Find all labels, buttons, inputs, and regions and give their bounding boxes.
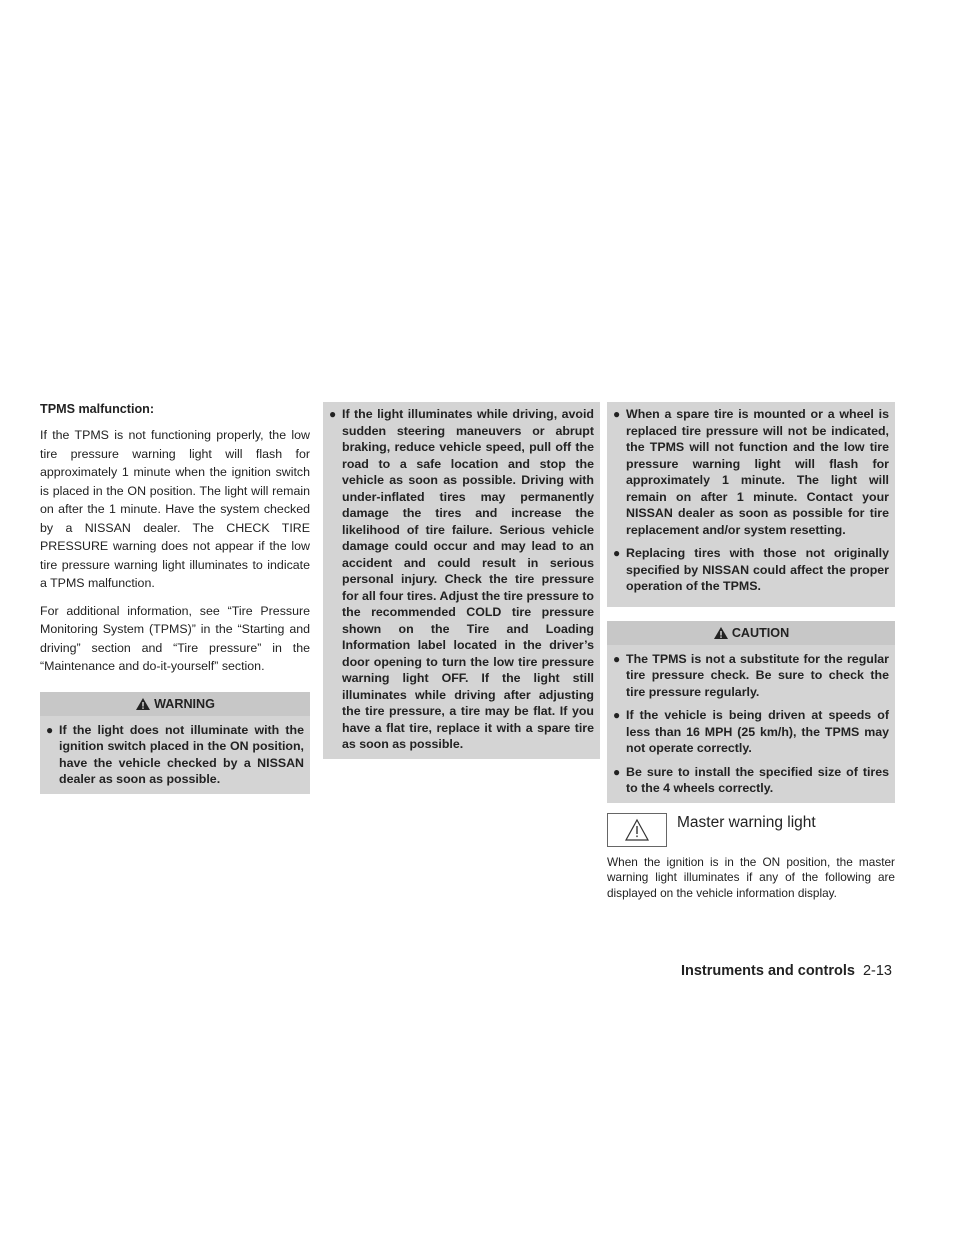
- paragraph: If the TPMS is not functioning properly, the low tire pressure warning light will flash for approximately 1 minute when the ignition switch is placed in the ON position. The light will remain on after the 1 minute. Have the system checked by a NISSAN dealer. The CHECK TIRE PRESSURE warning does not appear if the low tire pressure warning light illuminates to indicate a TPMS malfunction.: [40, 428, 310, 590]
- caution-box: [607, 621, 895, 803]
- paragraph: For additional information, see “Tire Pressure Monitoring System (TPMS)” in the “Starting and driving” section and “Tire pressure” in the “Maintenance and do-it-yourself” section.: [40, 603, 310, 673]
- column-3: [607, 402, 895, 914]
- caution-triangle-icon: [713, 626, 729, 640]
- bullet-icon: ●: [613, 764, 621, 779]
- list-item: ● When a spare tire is mounted or a wheel is replaced tire pressure will not be indicated, the TPMS will not function and the low tire pressure warning light will flash for approximately 1 minute. The light will remain on after 1 minute. Contact your NISSAN dealer as soon as possible for tire replacement and/or system resetting.: [613, 407, 889, 537]
- paragraph: When the ignition is in the ON position, the master warning light illuminates if any of the following are displayed on the vehicle information display.: [607, 854, 895, 901]
- column-1: [40, 402, 310, 794]
- caution-list: [607, 645, 895, 803]
- section-heading: TPMS malfunction:: [40, 402, 155, 416]
- warning-title: WARNING: [154, 696, 215, 711]
- bullet-icon: ●: [613, 651, 621, 666]
- list-item: ● If the vehicle is being driven at speeds of less than 16 MPH (25 km/h), the TPMS may not operate correctly.: [613, 708, 889, 755]
- warning-title-bar: [40, 692, 310, 716]
- warning-triangle-icon: [135, 697, 151, 711]
- bullet-icon: ●: [613, 546, 621, 560]
- warning-list: [40, 716, 310, 794]
- list-item: ● Replacing tires with those not originally specified by NISSAN could affect the proper operation of the TPMS.: [613, 546, 889, 593]
- bullet-icon: ●: [613, 407, 621, 421]
- column-2: [323, 402, 600, 759]
- list-item: ● If the light does not illuminate with the ignition switch placed in the ON position, have the vehicle checked by a NISSAN dealer as soon as possible.: [46, 722, 304, 786]
- master-warning-header: [607, 813, 895, 847]
- caution-title-bar: [607, 621, 895, 645]
- warning-list-continued: [323, 402, 600, 759]
- warning-box: [40, 692, 310, 794]
- page-number: 2-13: [862, 963, 892, 979]
- section-name: Instruments and controls: [680, 963, 855, 979]
- warning-list-continued: [607, 402, 895, 607]
- caution-title: CAUTION: [731, 625, 790, 640]
- master-warning-icon: [607, 813, 667, 847]
- list-item: ● Be sure to install the specified size of tires to the 4 wheels correctly.: [613, 764, 889, 795]
- page-footer: [681, 963, 892, 979]
- list-item: ● If the light illuminates while driving, avoid sudden steering maneuvers or abrupt braking, reduce vehicle speed, pull off the road to a safe location and stop the vehicle as soon as possible. Driving with under-inflated tires may permanently damage the tires and increase the likelihood of tire failure. Serious vehicle damage could occur and may lead to an accident and could result in serious personal injury. Check the tire pressure for all four tires. Adjust the tire pressure to the recommended COLD tire pressure shown on the Tire and Loading Information label located in the driver’s door opening to turn the low tire pressure warning light OFF. If the light still illuminates while driving after adjusting the tire pressure, a tire may be flat. If you have a flat tire, replace it with a spare tire as soon as possible.: [329, 407, 594, 751]
- list-item: ● The TPMS is not a substitute for the regular tire pressure check. Be sure to check the tire pressure regularly.: [613, 651, 889, 699]
- bullet-icon: ●: [46, 722, 54, 737]
- master-warning-title: Master warning light: [677, 813, 816, 831]
- bullet-icon: ●: [329, 407, 337, 421]
- bullet-icon: ●: [613, 708, 621, 722]
